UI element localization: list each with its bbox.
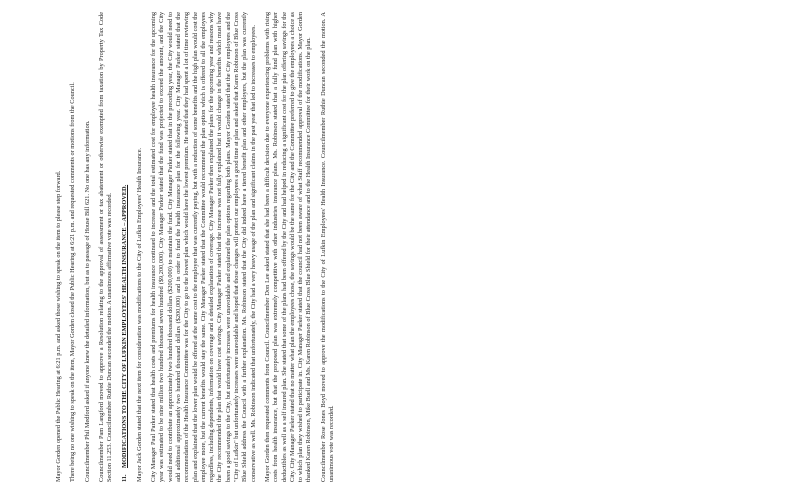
- paragraph-item-intro: Mayor Jack Gorden stated that the next item for consideration was modifications to the City of Lufkin Employees' Health Insurance.: [135, 147, 143, 482]
- paragraph-city-manager-report: City Manager Paul Parker stated that health costs and premiums for health insurance continued to increase and the total estimated cost for employee health insurance for the upcoming year was estimated to be nine million two hundred thousand seven hundred ($9,200,000). City Manager Parker stated that the fund was projected to exceed the amount, and the City would need to contribute an approximately two hundred thousand dollars ($200,000) to maintain the fund. City Manager Parker stated that in the preceding year, the City would need to add additional approximately two hundred thousand dollars ($200,000) and in order to fund the health insurance plan for the following year. City Manager Parker stated that the recommendation of the Health Insurance Committee was for the City to go to the lowest plan which would have the lowest premium. He stated that they had spent a lot of time reviewing plan and explained that the lower plan would be offered at the same cost to the employee that was currently paying, but with a reduction of some benefits and the high plan would cost the employee more, but the current benefits would stay the same. City Manager Parker stated that the Committee would recommend the plan option which is offered to all the employees regardless, including dependents, information on coverage and a detailed explanation of coverage. City Manager Parker then explained the plans for the upcoming year and reasons why the City recommended the plan that would have cost savings. City Manager Parker stated that the increase was not fully explained but it would change in the benefits which must have been a good savings to the City, but unfortunately increases were unavoidable and explained the plan options regarding both plans. Mayor Gorden stated that the City employees and the "City of Lufkin" but unfortunately increases were unavoidable and hoped that those changes will protect our employees a good time at plan and asked that Karen Robinson of Blue Cross Blue Shield address the Council with a further explanation. Ms. Robinson stated that the City did indeed have a tiered benefit plan and other employers, but the plan was currently conservative as well. Ms. Robinson indicated that unfortunately, the City had a very heavy usage of the plan and significant claims in the past year that led to increases to employees.: [150, 12, 257, 482]
- rotated-text-block: [55, 12, 336, 482]
- paragraph-approval-motion: Councilmember Rose Jones Boyd moved to approve the modifications to the City of Lufkin Employees' Health Insurance. Councilmember Ruthie Duncan seconded the motion. A unanimous vote was recorded.: [319, 12, 336, 482]
- agenda-item-title: MODIFICATIONS TO THE CITY OF LUFKIN EMPLOYEES' HEALTH INSURANCE – APPROVED.: [121, 184, 129, 468]
- agenda-item-number: 11.: [121, 474, 129, 482]
- paragraph-council-comments: Mayor Gorden then requested comments from Council. Councilmember Don Lee asked stated that she had been a difficult decision due to everyone experiencing problems with rising costs from health insurance, but that the proposed plan was extremely competitive with other industries insurance plans. Ms. Robinson stated that a fully fund plan with higher deductibles as well as a self insured plan. She stated that some of the plans had been offered by the City and had helped in reducing a significant cost for the plan offering savings for the City. City Manager Parker stated that no matter what plan the employees chose, the savings would be the same for the City and the Committee preferred to give the employees a choice as to which plan they wished to participate in. City Manager Parker stated that the council had not been aware of what Staff recommended approval of the modifications. Mayor Gorden thanked Karen Robinson, Mike Buell and Ms. Karen Robinson of Blue Cross Blue Shield for their attendance and to the Health Insurance Committee for their work on the plan.: [263, 12, 313, 482]
- paragraph-public-hearing-close: There being no one wishing to speak on the item, Mayor Gorden closed the Public Hearing at 6:21 p.m. and requested comments or motions from the Council.: [69, 82, 77, 482]
- paragraph-public-hearing-open: Mayor Gorden opened the Public Hearing at 6:21 p.m. and asked those wishing to speak on the item to please step forward.: [55, 170, 62, 482]
- paragraph-medford-comment: Councilmember Phil Medford asked if anyone knew the detailed information, but as to passage of House Bill 621. No one has any information.: [83, 120, 91, 482]
- agenda-item-heading: [121, 12, 129, 482]
- paragraph-resolution-motion: Councilmember Pam Langford moved to approve a Resolution relating to the approval of assessment or tax abatement or otherwise exempted from taxation by Property Tax Code Section 11.253. Councilmember Ruthie Duncan seconded the motion. A unanimous affirmative vote was recorded.: [97, 12, 114, 482]
